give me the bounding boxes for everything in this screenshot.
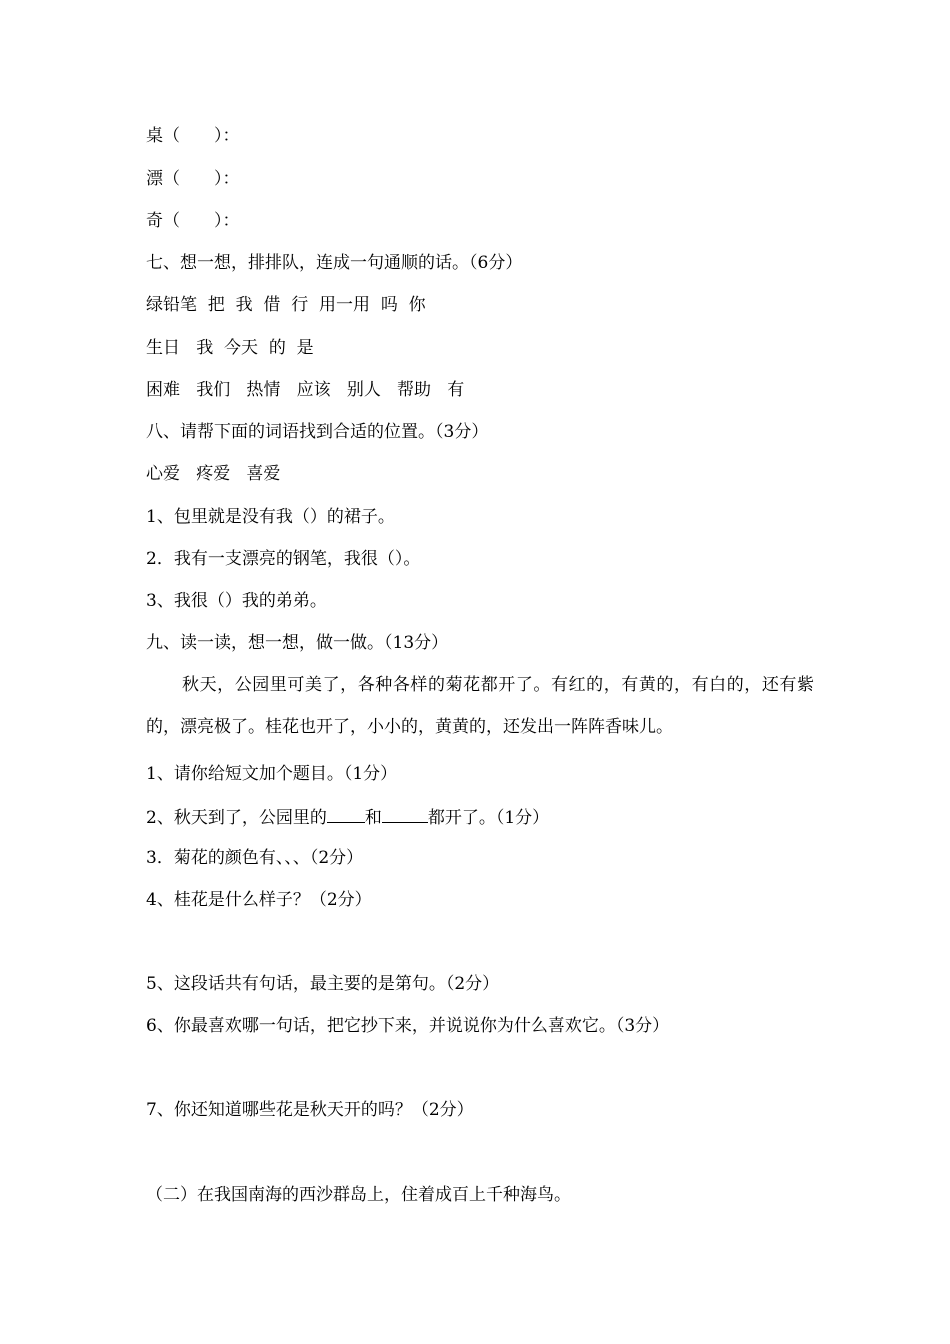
question-5: 5、这段话共有句话，最主要的是第句。（2分）	[146, 974, 500, 994]
section-8-heading: 八、请帮下面的词语找到合适的位置。（3分）	[146, 422, 489, 442]
part-2-intro: （二）在我国南海的西沙群岛上，住着成百上千种海鸟。	[146, 1185, 571, 1205]
question-1: 1、请你给短文加个题目。（1分）	[146, 764, 398, 784]
fill-item-2: 2．我有一支漂亮的钢笔，我很（）。	[146, 549, 421, 569]
fill-item-3: 3、我很（）我的弟弟。	[146, 591, 327, 611]
answer-blank-2[interactable]	[382, 804, 428, 823]
question-2-part-a: 2、秋天到了，公园里的	[146, 808, 327, 828]
section-9-heading: 九、读一读，想一想，做一做。（13分）	[146, 633, 449, 653]
question-7: 7、你还知道哪些花是秋天开的吗？（2分）	[146, 1100, 474, 1120]
word-bank: 心爱 疼爱 喜爱	[146, 464, 281, 484]
section-7-heading: 七、想一想，排排队，连成一句通顺的话。（6分）	[146, 253, 523, 273]
word-order-line-2: 生日 我 今天 的 是	[146, 338, 314, 358]
fill-item-1: 1、包里就是没有我（）的裙子。	[146, 507, 395, 527]
reading-passage: 秋天，公园里可美了，各种各样的菊花都开了。有红的，有黄的，有白的，还有紫的，漂亮极了。桂花也开了，小小的，黄黄的，还发出一阵阵香味儿。	[146, 675, 814, 737]
word-order-line-1: 绿铅笔 把 我 借 行 用一用 吗 你	[146, 295, 426, 315]
question-3: 3．菊花的颜色有、、、（2分）	[146, 848, 364, 868]
word-order-line-3: 困难 我们 热情 应该 别人 帮助 有	[146, 380, 465, 400]
char-item-qi: 奇（ ）：	[146, 211, 240, 231]
answer-blank-1[interactable]	[327, 804, 365, 823]
question-2	[146, 804, 549, 830]
char-item-zhuo: 桌（ ）：	[146, 126, 240, 146]
char-item-piao: 漂（ ）：	[146, 169, 240, 189]
question-2-part-b: 和	[364, 808, 382, 828]
question-6: 6、你最喜欢哪一句话，把它抄下来，并说说你为什么喜欢它。（3分）	[146, 1016, 670, 1036]
question-2-part-c: 都开了。（1分）	[427, 808, 550, 828]
question-4: 4、桂花是什么样子？（2分）	[146, 890, 372, 910]
